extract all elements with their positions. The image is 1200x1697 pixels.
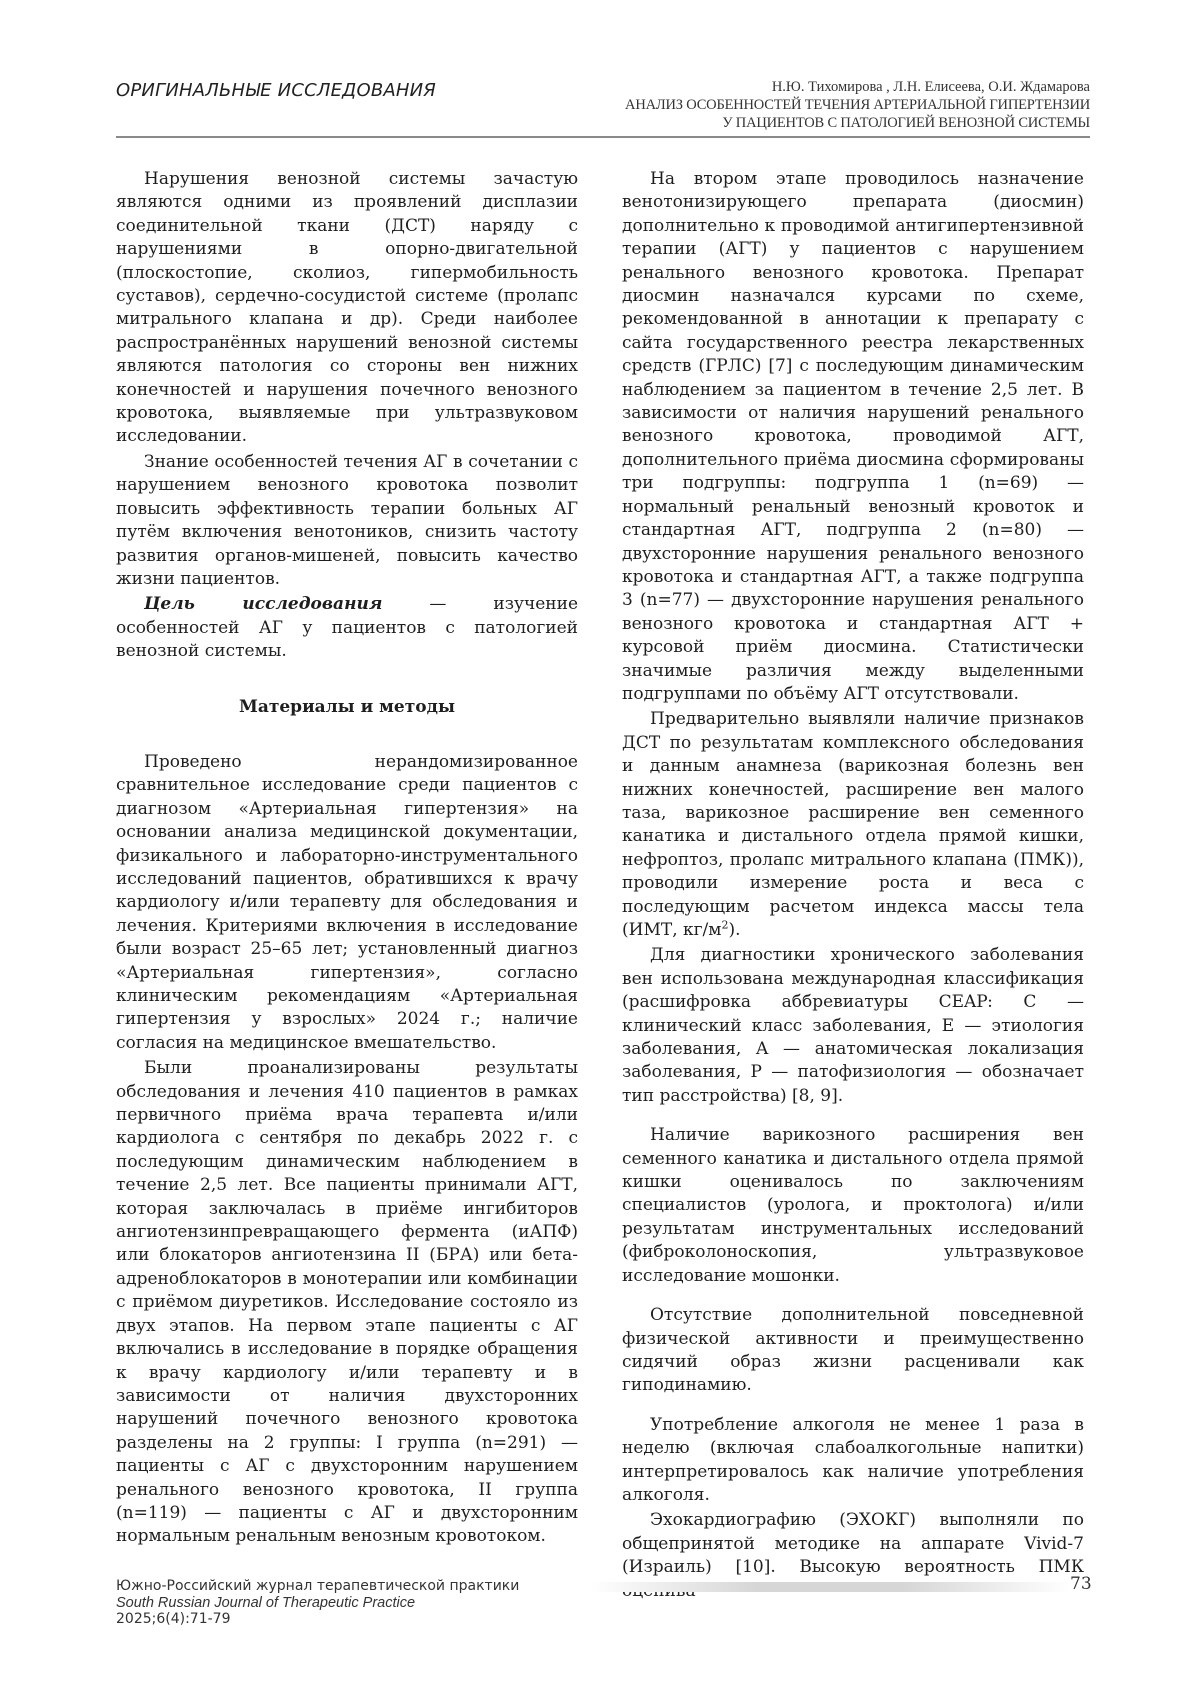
paragraph: Проведено нерандомизированное сравнительное исследование среди пациентов с диагнозом «Артериальная гипертензия» на основании анализа медицинской документации, физикального и лабораторно-инструментального исследований пациентов, обратившихся к врачу кардиологу и/или терапевту для обследования и лечения. Критериями включения в исследование были возраст 25–65 лет; установленный диагноз «Артериальная гипертензия», согласно клиническим рекомендациям «Артериальная гипертензия у взрослых» 2024 г.; наличие согласия на медицинское вмешательство.: [116, 751, 578, 1053]
page-number: 73: [1070, 1574, 1092, 1594]
paragraph: Были проанализированы результаты обследования и лечения 410 пациентов в рамках первичного приёма врача терапевта и/или кардиолога с сентября по декабрь 2022 г. с последующим динамическим наблюдением в течение 2,5 лет. Все пациенты принимали АГТ, которая заключалась в приёме ингибиторов ангиотензинпревращающего фермента (иАПФ) или блокаторов ангиотензина II (БРА) или бета-адреноблокаторов в монотерапии или комбинации с приёмом диуретиков. Исследование состояло из двух этапов. На первом этапе пациенты с АГ включались в исследование в порядке обращения к врачу кардиологу и/или терапевту и в зависимости от наличия двухсторонних нарушений почечного венозного кровотока разделены на 2 группы: I группа (n=291) — пациенты с АГ с двухсторонним нарушением ренального венозного кровотока, II группа (n=119) — пациенты с АГ и двухсторонним нормальным ренальным венозным кровотоком.: [116, 1058, 578, 1547]
journal-name-ru: Южно-Российский журнал терапевтической практики: [116, 1578, 520, 1594]
paragraph-text: Предварительно выявляли наличие признаков ДСТ по результатам комплексного обследования и данным анамнеза (варикозная болезнь вен нижних конечностей, расширение вен малого таза, варикозное расширение вен семенного канатика и дистального отдела прямой кишки, нефроптоз, пролапс митрального клапана (ПМК)), проводили измерение роста и веса с последующим расчетом индекса массы тела (ИМТ, кг/м: [622, 709, 1084, 940]
paragraph-text-end: ).: [728, 920, 741, 940]
header-divider: [116, 136, 1090, 138]
paragraph: Наличие варикозного расширения вен семенного канатика и дистального отдела прямой кишки оценивалось по заключениям специалистов (уролога, и проктолога) и/или результатам инструментальных исследований (фиброколоноскопия, ультразвуковое исследование мошонки.: [622, 1125, 1084, 1286]
paragraph: [622, 708, 1084, 942]
superscript: 2: [721, 918, 729, 932]
goal-paragraph: [116, 593, 578, 663]
running-header: [570, 78, 1090, 132]
paragraph: На втором этапе проводилось назначение венотонизирующего препарата (диосмин) дополнительно к проводимой антигипертензивной терапии (АГТ) у пациентов с нарушением ренального венозного кровотока. Препарат диосмин назначался курсами по схеме, рекомендованной в аннотации к препарату с сайта государственного реестра лекарственных средств (ГРЛС) [7] с последующим динамическим наблюдением за пациентом в течение 2,5 лет. В зависимости от наличия нарушений ренального венозного кровотока, проводимой АГТ, дополнительного приёма диосмина сформированы три подгруппы: подгруппа 1 (n=69) — нормальный ренальный венозный кровоток и стандартная АГТ, подгруппа 2 (n=80) — двухсторонние нарушения ренального венозного кровотока и стандартная АГТ, а также подгруппа 3 (n=77) — двухсторонние нарушения ренального венозного кровотока и стандартная АГТ + курсовой приём диосмина. Статистически значимые различия между выделенными подгруппами по объёму АГТ отсутствовали.: [622, 169, 1084, 704]
paragraph: Эхокардиографию (ЭХОКГ) выполняли по общепринятой методике на аппарате Vivid-7 (Израиль) [10]. Высокую вероятность ПМК: [622, 1510, 1084, 1578]
citation: 2025;6(4):71-79: [116, 1611, 231, 1627]
left-column: [116, 168, 578, 1551]
goal-title: Цель исследования: [144, 594, 383, 615]
paragraph: Знание особенностей течения АГ в сочетании с нарушением венозного кровотока позволит повысить эффективность терапии больных АГ путём включения венотоников, снизить частоту развития органов-мишеней, повысить качество жизни пациентов.: [116, 451, 578, 589]
section-label: ОРИГИНАЛЬНЫЕ ИССЛЕДОВАНИЯ: [116, 80, 436, 101]
section-heading: Материалы и методы: [239, 696, 455, 717]
paragraph: Употребление алкоголя не менее 1 раза в неделю (включая слабоалкогольные напитки) интерпретировалось как наличие употребления алкоголя.: [622, 1414, 1084, 1505]
footer-gradient-bar: [590, 1582, 1070, 1592]
article-title-line-2: У ПАЦИЕНТОВ С ПАТОЛОГИЕЙ ВЕНОЗНОЙ СИСТЕМЫ: [722, 115, 1090, 131]
journal-footer: [116, 1578, 519, 1628]
paragraph: Нарушения венозной системы зачастую являются одними из проявлений дисплазии соединительной ткани (ДСТ) наряду с нарушениями в опорно-двигательной (плоскостопие, сколиоз, гипермобильность суставов), сердечно-сосудистой системе (пролапс митрального клапана и др). Среди наиболее распространённых нарушений венозной системы являются патология со стороны вен нижних конечностей и нарушения почечного венозного кровотока, выявляемые при ультразвуковом исследовании.: [116, 169, 578, 447]
paragraph: Отсутствие дополнительной повседневной физической активности и преимущественно сидячий образ жизни расценивали как гиподинамию.: [622, 1305, 1084, 1396]
journal-name-en: South Russian Journal of Therapeutic Practice: [116, 1594, 416, 1611]
paragraph: Для диагностики хронического заболевания вен использована международная классификация (расшифровка аббревиатуры CEAP: C — клинический класс заболевания, E — этиология заболевания, A — анатомическая локализация заболевания, P — патофизиология — обозначает тип расстройства) [8, 9].: [622, 945, 1084, 1106]
goal-text: — изучение особенностей АГ у пациентов с патологией венозной системы.: [116, 594, 579, 662]
right-column: [622, 168, 1084, 1605]
authors: Н.Ю. Тихомирова , Л.Н. Елисеева, О.И. Ждамарова: [771, 79, 1090, 95]
article-title-line-1: АНАЛИЗ ОСОБЕННОСТЕЙ ТЕЧЕНИЯ АРТЕРИАЛЬНОЙ ГИПЕРТЕНЗИИ: [625, 97, 1090, 113]
